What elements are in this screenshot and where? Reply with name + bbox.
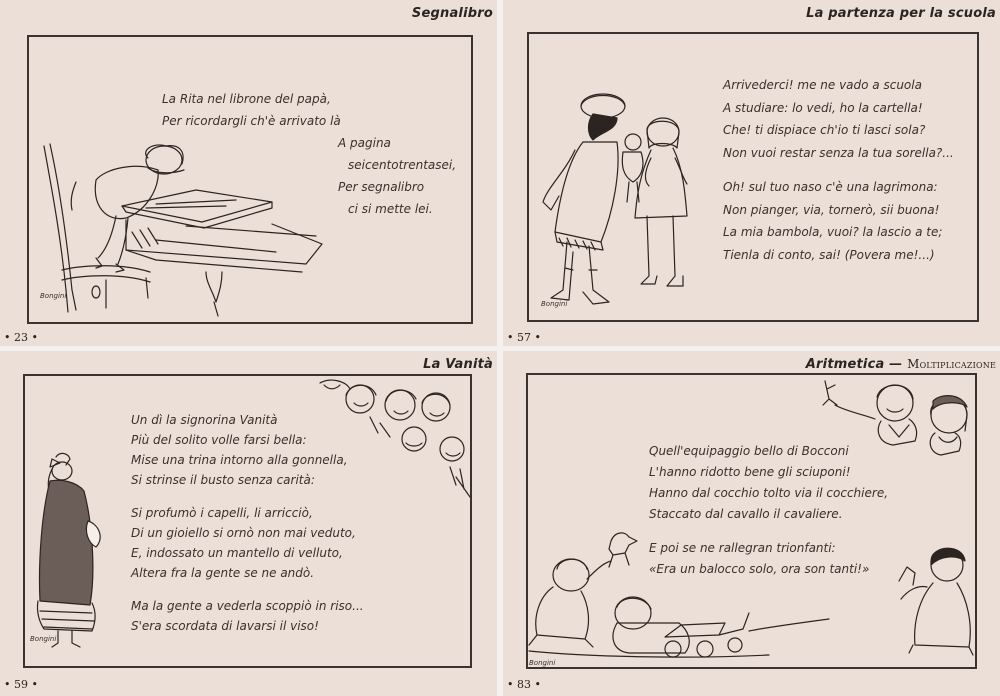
poem-line: Staccato dal cavallo il cavaliere.: [649, 507, 843, 521]
poem-line: L'hanno ridotto bene gli sciuponi!: [649, 465, 851, 479]
poem-line: Ma la gente a vederla scoppiò in riso...: [131, 599, 364, 613]
poem-line: Altera fra la gente se ne andò.: [131, 566, 315, 580]
poem-line: Più del solito volle farsi bella:: [131, 433, 307, 447]
poem-line: Non pianger, via, tornerò, sii buona!: [723, 202, 940, 217]
poem-line: Hanno dal cocchio tolto via il cocchiere,: [649, 486, 889, 500]
page-number: • 83 •: [507, 678, 541, 691]
title-main: Aritmetica —: [805, 357, 903, 372]
poem-line: La Rita nel librone del papà,: [162, 92, 331, 106]
poem-line: Mise una trina intorno alla gonnella,: [131, 453, 348, 467]
poem-line: Si profumò i capelli, li arricciò,: [131, 506, 313, 520]
artist-signature: Bongini: [541, 300, 568, 308]
poem-line: seicentotrentasei,: [348, 158, 457, 172]
poem-text: [131, 410, 364, 636]
vain-girl-illustration: [30, 451, 110, 651]
page-title: La Vanità: [423, 357, 493, 372]
poem-text: [162, 88, 456, 220]
poem-line: Per ricordargli ch'è arrivato là: [162, 114, 341, 128]
poem-line: Di un gioiello si ornò non mai veduto,: [131, 526, 356, 540]
poem-line: Si strinse il busto senza carità:: [131, 473, 315, 487]
poem-line: ci si mette lei.: [348, 202, 433, 216]
poem-line: Oh! sul tuo naso c'è una lagrimona:: [723, 180, 938, 194]
poem-line: «Era un balocco solo, ora son tanti!»: [649, 562, 870, 576]
poem-line: A studiare: lo vedi, ho la cartella!: [723, 100, 923, 115]
page-title: Segnalibro: [411, 6, 493, 21]
page-aritmetica: [503, 351, 1000, 696]
poem-line: A pagina: [338, 136, 391, 150]
page-vanita: [0, 351, 497, 696]
poem-line: La mia bambola, vuoi? la lascio a te;: [723, 225, 943, 239]
poem-text: [649, 441, 888, 580]
poem-line: Quell'equipaggio bello di Bocconi: [649, 444, 849, 458]
poem-line: Un dì la signorina Vanità: [131, 413, 278, 427]
poem-line: S'era scordata di lavarsi il viso!: [131, 619, 319, 633]
poem-line: Arrivederci! me ne vado a scuola: [723, 78, 922, 92]
artist-signature: Bongini: [40, 292, 67, 300]
title-subtitle: Moltiplicazione: [907, 357, 996, 371]
poem-line: Tienla di conto, sai! (Povera me!...): [723, 247, 935, 262]
artist-signature: Bongini: [30, 635, 57, 643]
page-number: • 23 •: [4, 331, 38, 344]
poem-line: Non vuoi restar senza la tua sorella?...: [723, 145, 954, 160]
poem-line: E poi se ne rallegran trionfanti:: [649, 541, 836, 555]
page-partenza-scuola: [503, 0, 1000, 346]
page-title: [806, 357, 996, 372]
poem-line: Che! ti dispiace ch'io ti lasci sola?: [723, 123, 926, 137]
poem-line: Per segnalibro: [338, 180, 425, 194]
page-number: • 57 •: [507, 331, 541, 344]
page-number: • 59 •: [4, 678, 38, 691]
poem-text: [723, 74, 954, 266]
artist-signature: Bongini: [529, 659, 556, 667]
page-title: La partenza per la scuola: [806, 6, 996, 21]
two-girls-illustration: [537, 92, 717, 314]
page-segnalibro: [0, 0, 497, 346]
poem-line: E, indossato un mantello di velluto,: [131, 546, 343, 560]
